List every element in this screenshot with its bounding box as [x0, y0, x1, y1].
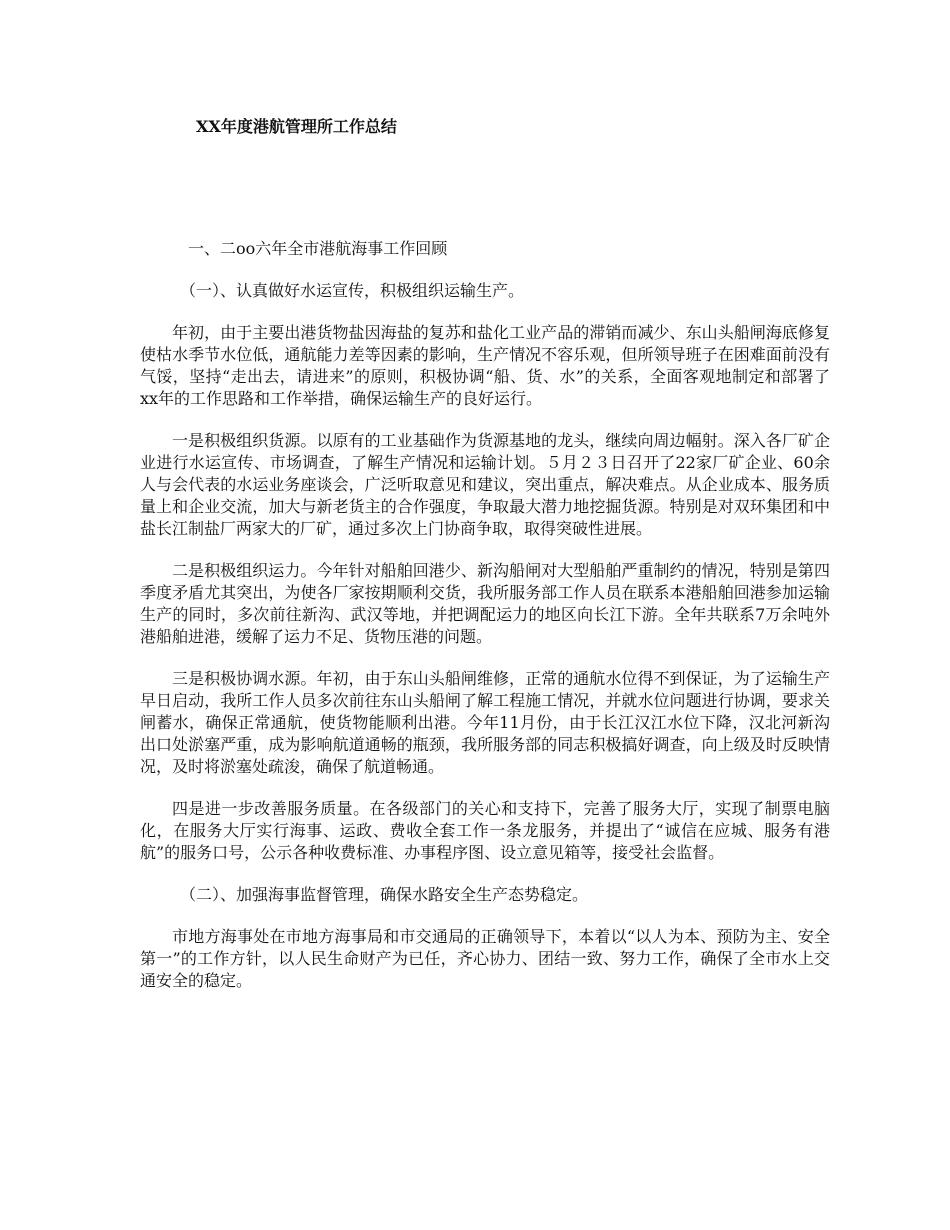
paragraph: 三是积极协调水源。年初，由于东山头船闸维修，正常的通航水位得不到保证，为了运输生产早日启动，我所工作人员多次前往东山头船闸了解工程施工情况，并就水位问题进行协调，要求关闸蓄水，确保正常通航，使货物能顺利出港。今年11月份，由于长江汉江水位下降，汉北河新沟出口处淤塞严重，成为影响航道通畅的瓶颈，我所服务部的同志积极搞好调查，向上级及时反映情况，及时将淤塞处疏浚，确保了航道畅通。 [140, 669, 830, 776]
paragraph: 一是积极组织货源。以原有的工业基础作为货源基地的龙头，继续向周边幅射。深入各厂矿企业进行水运宣传、市场调查，了解生产情况和运输计划。５月２３日召开了22家厂矿企业、60余人与会代表的水运业务座谈会，广泛听取意见和建议，突出重点，解决难点。从企业成本、服务质量上和企业交流，加大与新老货主的合作强度，争取最大潜力地挖掘货源。特别是对双环集团和中盐长江制盐厂两家大的厂矿，通过多次上门协商争取，取得突破性进展。 [140, 431, 830, 538]
paragraph: 市地方海事处在市地方海事局和市交通局的正确领导下，本着以“以人为本、预防为主、安全第一”的工作方针，以人民生命财产为已任，齐心协力、团结一致、努力工作，确保了全市水上交通安全的稳定。 [140, 927, 830, 990]
section-heading: 一、二oo六年全市港航海事工作回顾 [188, 239, 448, 258]
document-title: XX年度港航管理所工作总结 [196, 117, 397, 136]
paragraph: 二是积极组织运力。今年针对船舶回港少、新沟船闸对大型船舶严重制约的情况，特别是第四季度矛盾尤其突出，为使各厂家按期顺利交货，我所服务部工作人员在联系本港船舶回港参加运输生产的同时，多次前往新沟、武汉等地，并把调配运力的地区向长江下游。全年共联系7万余吨外港船舶进港，缓解了运力不足、货物压港的问题。 [140, 561, 830, 646]
paragraph: 年初，由于主要出港货物盐因海盐的复苏和盐化工业产品的滞销而减少、东山头船闸海底修复使枯水季节水位低，通航能力差等因素的影响，生产情况不容乐观，但所领导班子在困难面前没有气馁，坚持“走出去，请进来”的原则，积极协调“船、货、水”的关系，全面客观地制定和部署了xx年的工作思路和工作举措，确保运输生产的良好运行。 [140, 323, 830, 408]
subsection-heading: （一）、认真做好水运宣传，积极组织运输生产。 [180, 281, 525, 300]
subsection-heading: （二）、加强海事监督管理，确保水路安全生产态势稳定。 [180, 885, 589, 904]
document-body [140, 238, 830, 1012]
paragraph: 四是进一步改善服务质量。在各级部门的关心和支持下，完善了服务大厅，实现了制票电脑化，在服务大厅实行海事、运政、费收全套工作一条龙服务，并提出了“诚信在应城、服务有港航”的服务口号，公示各种收费标准、办事程序图、设立意见箱等，接受社会监督。 [140, 799, 830, 862]
